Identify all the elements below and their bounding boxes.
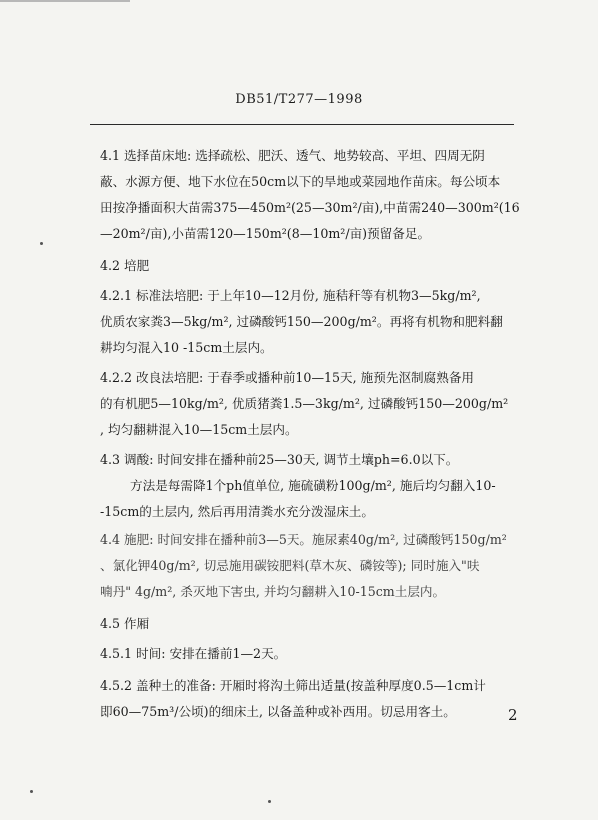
text-line: 、氯化钾40g/m², 切忌施用碳铵肥料(草木灰、磷铵等); 同时施入"呋 [100, 558, 480, 573]
header-rule [90, 124, 514, 125]
text-line: 优质农家粪3—5kg/m², 过磷酸钙150—200g/m²。再将有机物和肥料翻 [100, 314, 503, 329]
text-line: 4.2.1 标准法培肥: 于上年10—12月份, 施秸秆等有机物3—5kg/m², [100, 288, 481, 303]
scan-speck [30, 790, 33, 793]
scan-edge-mark [0, 0, 130, 2]
text-line: 耕均匀混入10 -15cm土层内。 [100, 340, 273, 355]
page-number: 2 [508, 706, 518, 724]
text-line: -15cm的土层内, 然后再用清粪水充分泼湿床土。 [100, 504, 374, 519]
text-line: 4.4 施肥: 时间安排在播种前3—5天。施尿素40g/m², 过磷酸钙150g/m² [100, 532, 507, 547]
text-line: 的有机肥5—10kg/m², 优质猪粪1.5—3kg/m², 过磷酸钙150—200g/m² [100, 396, 509, 411]
text-line: 4.5.1 时间: 安排在播前1—2天。 [100, 646, 287, 661]
text-line: 田按净播面积大苗需375—450m²(25—30m²/亩),中苗需240—300m²(16 [100, 200, 520, 215]
text-line: 即60—75m³/公顷)的细床土, 以备盖种或补西用。切忌用客土。 [100, 704, 456, 719]
section-heading: 4.2 培肥 [100, 258, 150, 273]
text-line: 4.5.2 盖种土的准备: 开厢时将沟土筛出适量(按盖种厚度0.5—1cm计 [100, 678, 486, 693]
section-heading: 4.5 作厢 [100, 616, 150, 631]
text-line: —20m²/亩),小苗需120—150m²(8—10m²/亩)预留备足。 [100, 226, 431, 241]
text-line: 4.2.2 改良法培肥: 于春季或播种前10—15天, 施预先沤制腐熟备用 [100, 370, 475, 385]
document-header: DB51/T277—1998 [235, 92, 363, 107]
text-line: 蔽、水源方便、地下水位在50cm以下的旱地或菜园地作苗床。每公顷本 [100, 174, 501, 189]
text-line: 4.3 调酸: 时间安排在播种前25—30天, 调节土壤ph=6.0以下。 [100, 452, 459, 467]
scan-speck [40, 242, 43, 245]
text-line: 方法是每需降1个ph值单位, 施硫磺粉100g/m², 施后均匀翻入10- [130, 478, 496, 493]
text-line: 喃丹" 4g/m², 杀灭地下害虫, 并均匀翻耕入10-15cm土层内。 [100, 584, 446, 599]
text-line: , 均匀翻耕混入10—15cm土层内。 [100, 422, 298, 437]
text-line: 4.1 选择苗床地: 选择疏松、肥沃、透气、地势较高、平坦、四周无阴 [100, 148, 485, 163]
scan-speck [268, 800, 271, 803]
